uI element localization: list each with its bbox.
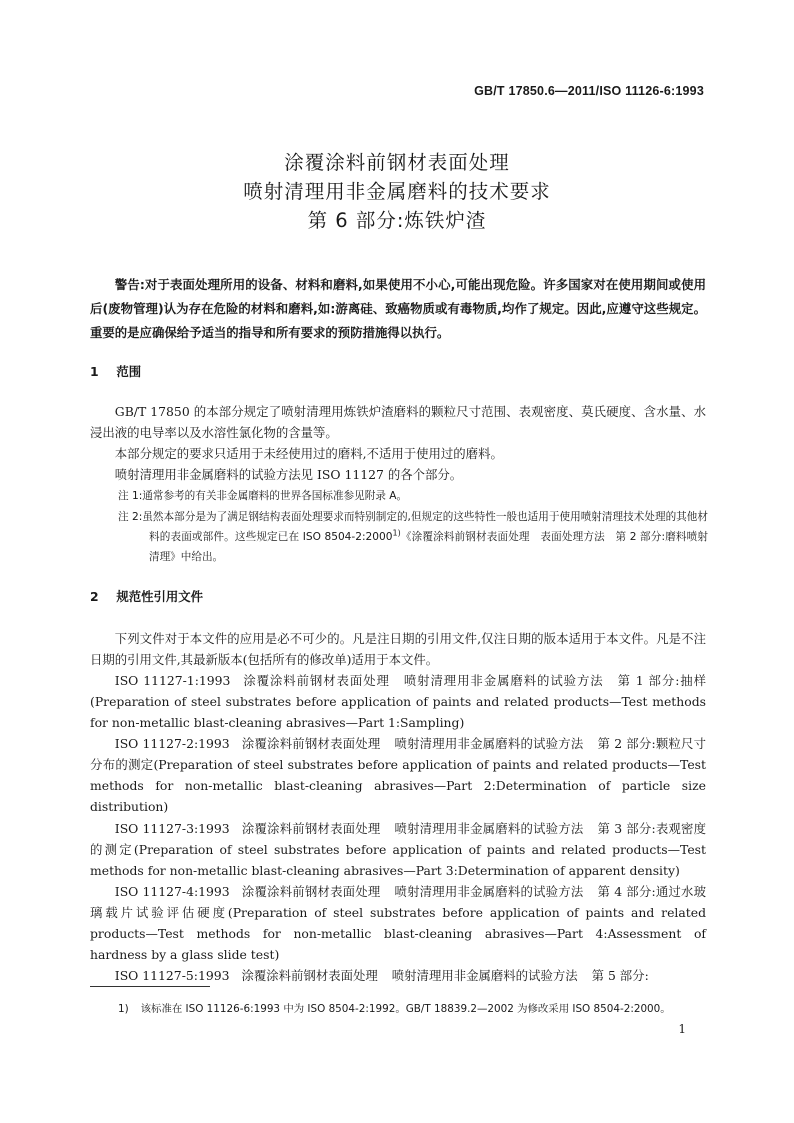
reference-code: ISO 11127-5:1993 [114, 968, 230, 983]
reference-title-part: 涂覆涂料前钢材表面处理 [241, 736, 381, 751]
title-line-1: 涂覆涂料前钢材表面处理 [284, 151, 510, 174]
reference-description: 第 4 部分:通过水玻璃载片试验评估硬度(Preparation of steel substrates before application of paints and related products—Test methods for non-metallic blast-cleaning abrasives—Part 4:Assessment of hardness by a glass slide test) [90, 884, 707, 962]
reference-description: 第 3 部分:表观密度的测定(Preparation of steel substrates before application of paints and related products—Test methods for non-metallic blast-cleaning abrasives—Part 3:Determination of apparent density) [90, 821, 707, 878]
reference-code: ISO 11127-3:1993 [114, 821, 230, 836]
note-2-text-cont: 《涂覆涂料前钢材表面处理 表面处理方法 第 2 部分:磨料喷射清理》中给出。 [149, 531, 708, 563]
reference-title-part: 涂覆涂料前钢材表面处理 [242, 673, 390, 688]
reference-title-part: 喷射清理用非金属磨料的试验方法 [394, 736, 584, 751]
footnote-divider [90, 986, 210, 987]
footnote [118, 1001, 718, 1017]
reference-code: ISO 11127-4:1993 [114, 884, 230, 899]
reference-entry [90, 965, 706, 986]
reference-entry [90, 733, 706, 817]
reference-description: 第 1 部分:抽样(Preparation of steel substrates before application of paints and related products—Test methods for non-metallic blast-cleaning abrasives—Part 1:Sampling) [90, 673, 707, 730]
warning-paragraph: 警告:对于表面处理所用的设备、材料和磨料,如果使用不小心,可能出现危险。许多国家对在使用期间或使用后(废物管理)认为存在危险的材料和磨料,如:游离硅、致癌物质或有毒物质,均作了规定。因此,应遵守这些规定。重要的是应确保给予适当的指导和所有要求的预防措施得以执行。 [90, 277, 706, 340]
scope-paragraph-2: 本部分规定的要求只适用于未经使用过的磨料,不适用于使用过的磨料。 [114, 446, 503, 461]
reference-code: ISO 11127-2:1993 [114, 736, 230, 751]
note-2 [118, 507, 708, 567]
reference-title-part: 喷射清理用非金属磨料的试验方法 [403, 673, 604, 688]
reference-description: 第 2 部分:颗粒尺寸分布的测定(Preparation of steel substrates before application of paints and related products—Test methods for non-metallic blast-cleaning abrasives—Part 2:Determination of particle size distribution) [90, 736, 707, 814]
section-number: 1 [90, 364, 99, 379]
title-line-2: 喷射清理用非金属磨料的技术要求 [243, 180, 551, 203]
reference-description: 第 5 部分: [591, 968, 649, 983]
reference-title-part: 涂覆涂料前钢材表面处理 [241, 968, 378, 983]
reference-title-part: 涂覆涂料前钢材表面处理 [241, 884, 381, 899]
section-title: 范围 [116, 364, 142, 379]
reference-title-part: 涂覆涂料前钢材表面处理 [241, 821, 381, 836]
reference-title-part: 喷射清理用非金属磨料的试验方法 [391, 968, 578, 983]
reference-title-part: 喷射清理用非金属磨料的试验方法 [394, 884, 584, 899]
reference-entry [90, 670, 706, 733]
footnote-text: 该标准在 ISO 11126-6:1993 中为 ISO 8504-2:1992。GB/T 18839.2—2002 为修改采用 ISO 8504-2:2000。 [140, 1003, 671, 1015]
reference-entry [90, 818, 706, 881]
document-title [0, 148, 794, 235]
page-number: 1 [678, 1022, 686, 1036]
note-1: 注 1:通常参考的有关非金属磨料的世界各国标准参见附录 A。 [118, 490, 408, 502]
scope-paragraph-3: 喷射清理用非金属磨料的试验方法见 ISO 11127 的各个部分。 [114, 467, 463, 482]
scope-paragraph-1: GB/T 17850 的本部分规定了喷射清理用炼铁炉渣磨料的颗粒尺寸范围、表观密度、莫氏硬度、含水量、水浸出液的电导率以及水溶性氯化物的含量等。 [90, 404, 706, 440]
reference-title-part: 喷射清理用非金属磨料的试验方法 [394, 821, 584, 836]
footnote-reference: 1) [392, 528, 401, 538]
note-2-text: 注 2:虽然本部分是为了满足钢结构表面处理要求而特别制定的,但规定的这些特性一般也适用于使用喷射清理技术处理的其他材料的表面或部件。这些规定已在 ISO 8504-2:2000 [118, 511, 708, 543]
section-1-heading [90, 362, 141, 380]
reference-code: ISO 11127-1:1993 [114, 673, 231, 688]
normative-intro: 下列文件对于本文件的应用是必不可少的。凡是注日期的引用文件,仅注日期的版本适用于本文件。凡是不注日期的引用文件,其最新版本(包括所有的修改单)适用于本文件。 [90, 631, 706, 667]
reference-entry [90, 881, 706, 965]
footnote-mark: 1) [118, 1003, 129, 1015]
standard-code: GB/T 17850.6—2011/ISO 11126-6:1993 [474, 84, 704, 98]
section-number: 2 [90, 589, 99, 604]
section-2-heading [90, 587, 203, 605]
section-title: 规范性引用文件 [116, 589, 204, 604]
title-line-3: 第 6 部分:炼铁炉渣 [307, 209, 487, 232]
